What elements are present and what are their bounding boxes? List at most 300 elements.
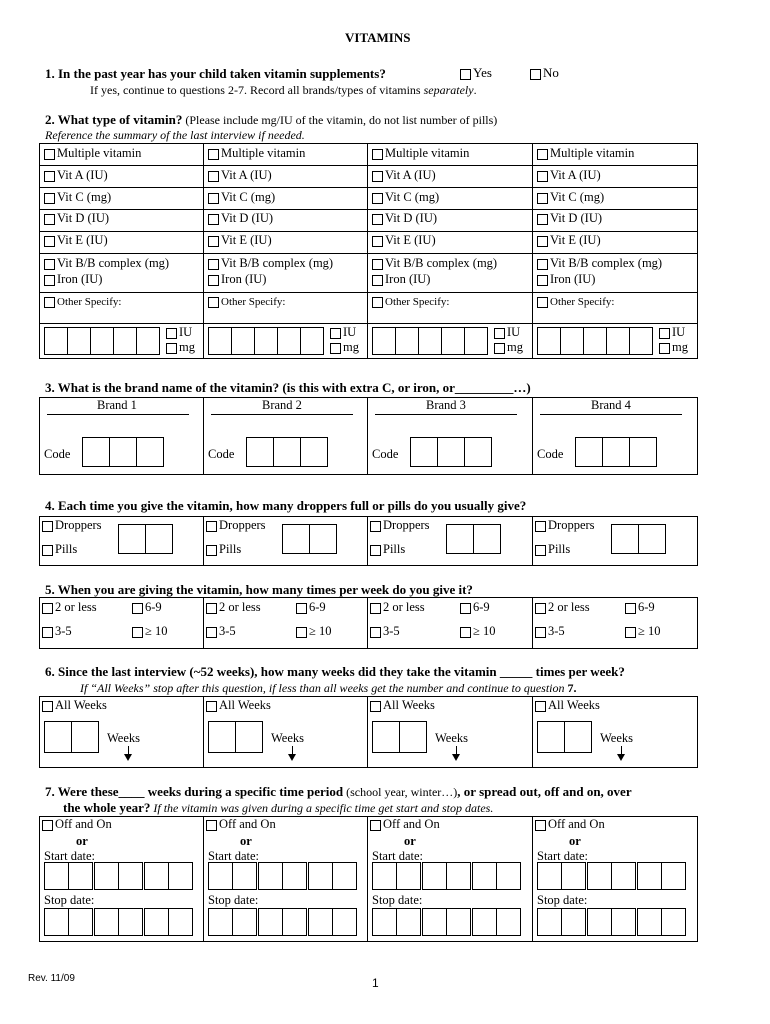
droppers-option[interactable]: Droppers xyxy=(206,518,266,533)
entry-box[interactable] xyxy=(372,327,395,355)
checkbox-icon[interactable] xyxy=(372,297,383,308)
off-and-on-option[interactable]: Off and On xyxy=(370,817,440,832)
checkbox-icon[interactable] xyxy=(535,820,546,831)
checkbox-icon[interactable] xyxy=(296,627,307,638)
checkbox-icon[interactable] xyxy=(44,236,55,247)
page-number: 1 xyxy=(372,976,379,990)
checkbox-icon[interactable] xyxy=(208,193,219,204)
checkbox-icon[interactable] xyxy=(206,627,217,638)
entry-box[interactable] xyxy=(282,908,307,936)
start-year-boxes[interactable] xyxy=(308,862,357,890)
entry-box[interactable] xyxy=(94,908,118,936)
entry-box[interactable] xyxy=(437,437,464,467)
grid-line xyxy=(203,143,204,358)
q3-question: 3. What is the brand name of the vitamin? (is this with extra C, or iron, or_________…) xyxy=(45,380,531,395)
count-entry-boxes[interactable] xyxy=(282,524,337,554)
multiple-vitamin-option[interactable]: Multiple vitamin xyxy=(537,146,634,161)
entry-box[interactable] xyxy=(629,327,653,355)
three-to-five-option[interactable]: 3-5 xyxy=(370,624,400,639)
checkbox-icon[interactable] xyxy=(370,701,381,712)
q1-no-option[interactable]: No xyxy=(530,65,559,81)
stop-month-boxes[interactable] xyxy=(44,908,93,936)
weeks-entry-boxes[interactable] xyxy=(44,721,99,753)
entry-box[interactable] xyxy=(68,862,93,890)
checkbox-icon[interactable] xyxy=(42,627,53,638)
checkbox-icon[interactable] xyxy=(370,820,381,831)
entry-box[interactable] xyxy=(309,524,337,554)
entry-box[interactable] xyxy=(82,437,109,467)
entry-box[interactable] xyxy=(472,862,496,890)
checkbox-icon[interactable] xyxy=(42,701,53,712)
checkbox-icon[interactable] xyxy=(370,545,381,556)
checkbox-icon[interactable] xyxy=(370,627,381,638)
entry-box[interactable] xyxy=(537,908,561,936)
entry-box[interactable] xyxy=(560,327,583,355)
grid-line xyxy=(39,565,698,566)
entry-box[interactable] xyxy=(273,437,300,467)
checkbox-icon[interactable] xyxy=(44,193,55,204)
vit-a-option[interactable]: Vit A (IU) xyxy=(208,168,272,183)
checkbox-icon[interactable] xyxy=(535,627,546,638)
stop-month-boxes[interactable] xyxy=(208,908,257,936)
vit-b-option[interactable]: Vit B/B complex (mg) xyxy=(537,256,662,271)
entry-box[interactable] xyxy=(235,721,263,753)
checkbox-icon[interactable] xyxy=(535,521,546,532)
all-weeks-option[interactable]: All Weeks xyxy=(42,698,107,713)
checkbox-icon[interactable] xyxy=(535,603,546,614)
checkbox-icon[interactable] xyxy=(206,603,217,614)
entry-box[interactable] xyxy=(537,721,564,753)
entry-box[interactable] xyxy=(422,908,446,936)
code-entry-boxes[interactable] xyxy=(82,437,164,467)
other-specify-option[interactable]: Other Specify: xyxy=(372,296,449,308)
entry-box[interactable] xyxy=(254,327,277,355)
checkbox-icon[interactable] xyxy=(530,69,541,80)
start-day-boxes[interactable] xyxy=(94,862,143,890)
brand-name-line[interactable] xyxy=(375,414,517,415)
checkbox-icon[interactable] xyxy=(42,545,53,556)
stop-month-boxes[interactable] xyxy=(372,908,421,936)
other-specify-option[interactable]: Other Specify: xyxy=(208,296,285,308)
vit-e-option[interactable]: Vit E (IU) xyxy=(208,233,272,248)
off-and-on-option[interactable]: Off and On xyxy=(42,817,112,832)
entry-box[interactable] xyxy=(446,908,471,936)
three-to-five-option[interactable]: 3-5 xyxy=(535,624,565,639)
stop-year-boxes[interactable] xyxy=(637,908,686,936)
entry-box[interactable] xyxy=(136,437,164,467)
entry-box[interactable] xyxy=(208,862,232,890)
checkbox-icon[interactable] xyxy=(208,275,219,286)
entry-box[interactable] xyxy=(208,721,235,753)
entry-box[interactable] xyxy=(410,437,437,467)
weeks-entry-boxes[interactable] xyxy=(372,721,427,753)
checkbox-icon[interactable] xyxy=(537,297,548,308)
stop-year-boxes[interactable] xyxy=(144,908,193,936)
checkbox-icon[interactable] xyxy=(206,545,217,556)
entry-box[interactable] xyxy=(68,908,93,936)
start-day-boxes[interactable] xyxy=(258,862,307,890)
checkbox-icon[interactable] xyxy=(330,328,341,339)
stop-day-boxes[interactable] xyxy=(258,908,307,936)
entry-box[interactable] xyxy=(473,524,501,554)
checkbox-icon[interactable] xyxy=(44,259,55,270)
entry-box[interactable] xyxy=(282,862,307,890)
six-to-nine-option[interactable]: 6-9 xyxy=(296,600,326,615)
vit-b-option[interactable]: Vit B/B complex (mg) xyxy=(208,256,333,271)
checkbox-icon[interactable] xyxy=(132,627,143,638)
stop-day-boxes[interactable] xyxy=(422,908,471,936)
amount-entry-boxes[interactable] xyxy=(208,327,324,355)
checkbox-icon[interactable] xyxy=(208,259,219,270)
checkbox-icon[interactable] xyxy=(494,343,505,354)
iron-option[interactable]: Iron (IU) xyxy=(372,272,430,287)
entry-box[interactable] xyxy=(90,327,113,355)
entry-box[interactable] xyxy=(118,862,143,890)
checkbox-icon[interactable] xyxy=(44,275,55,286)
or-label: or xyxy=(569,834,581,848)
checkbox-icon[interactable] xyxy=(42,521,53,532)
entry-box[interactable] xyxy=(561,862,586,890)
six-to-nine-option[interactable]: 6-9 xyxy=(132,600,162,615)
entry-box[interactable] xyxy=(496,862,521,890)
checkbox-icon[interactable] xyxy=(625,627,636,638)
count-entry-boxes[interactable] xyxy=(446,524,501,554)
entry-box[interactable] xyxy=(399,721,427,753)
multiple-vitamin-option[interactable]: Multiple vitamin xyxy=(208,146,305,161)
iron-option[interactable]: Iron (IU) xyxy=(208,272,266,287)
entry-box[interactable] xyxy=(372,908,396,936)
entry-box[interactable] xyxy=(44,908,68,936)
entry-box[interactable] xyxy=(258,862,282,890)
stop-day-boxes[interactable] xyxy=(94,908,143,936)
vit-d-option[interactable]: Vit D (IU) xyxy=(537,211,602,226)
entry-box[interactable] xyxy=(637,908,661,936)
start-month-boxes[interactable] xyxy=(208,862,257,890)
ten-or-more-option[interactable]: ≥ 10 xyxy=(296,624,332,639)
entry-box[interactable] xyxy=(232,908,257,936)
two-or-less-option[interactable]: 2 or less xyxy=(370,600,425,615)
checkbox-icon[interactable] xyxy=(537,214,548,225)
entry-box[interactable] xyxy=(332,862,357,890)
all-weeks-option[interactable]: All Weeks xyxy=(206,698,271,713)
droppers-option[interactable]: Droppers xyxy=(370,518,430,533)
entry-box[interactable] xyxy=(208,908,232,936)
entry-box[interactable] xyxy=(145,524,173,554)
entry-box[interactable] xyxy=(44,862,68,890)
checkbox-icon[interactable] xyxy=(44,171,55,182)
entry-box[interactable] xyxy=(446,862,471,890)
stop-day-boxes[interactable] xyxy=(587,908,636,936)
stop-year-boxes[interactable] xyxy=(308,908,357,936)
stop-year-boxes[interactable] xyxy=(472,908,521,936)
vit-a-option[interactable]: Vit A (IU) xyxy=(372,168,436,183)
entry-box[interactable] xyxy=(418,327,441,355)
entry-box[interactable] xyxy=(661,862,686,890)
code-entry-boxes[interactable] xyxy=(410,437,492,467)
grid-line xyxy=(39,696,698,697)
entry-box[interactable] xyxy=(208,327,231,355)
entry-box[interactable] xyxy=(537,327,560,355)
vit-d-option[interactable]: Vit D (IU) xyxy=(44,211,109,226)
entry-box[interactable] xyxy=(638,524,666,554)
mg-option[interactable]: mg xyxy=(330,340,359,355)
checkbox-icon[interactable] xyxy=(494,328,505,339)
start-month-boxes[interactable] xyxy=(44,862,93,890)
weeks-entry-boxes[interactable] xyxy=(208,721,263,753)
brand-name-line[interactable] xyxy=(211,414,353,415)
entry-box[interactable] xyxy=(300,327,324,355)
entry-box[interactable] xyxy=(606,327,629,355)
entry-box[interactable] xyxy=(136,327,160,355)
checkbox-icon[interactable] xyxy=(372,149,383,160)
vit-e-option[interactable]: Vit E (IU) xyxy=(537,233,601,248)
entry-box[interactable] xyxy=(44,327,67,355)
vit-c-option[interactable]: Vit C (mg) xyxy=(372,190,439,205)
entry-box[interactable] xyxy=(168,862,193,890)
vit-c-option[interactable]: Vit C (mg) xyxy=(537,190,604,205)
q5-question: 5. When you are giving the vitamin, how many times per week do you give it? xyxy=(45,582,473,597)
checkbox-icon[interactable] xyxy=(460,627,471,638)
checkbox-icon[interactable] xyxy=(659,328,670,339)
checkbox-icon[interactable] xyxy=(208,214,219,225)
ten-or-more-option[interactable]: ≥ 10 xyxy=(132,624,168,639)
iron-option[interactable]: Iron (IU) xyxy=(44,272,102,287)
entry-box[interactable] xyxy=(629,437,657,467)
entry-box[interactable] xyxy=(94,862,118,890)
vit-b-option[interactable]: Vit B/B complex (mg) xyxy=(372,256,497,271)
entry-box[interactable] xyxy=(396,908,421,936)
grid-line xyxy=(39,816,40,941)
entry-box[interactable] xyxy=(564,721,592,753)
checkbox-icon[interactable] xyxy=(370,521,381,532)
vit-a-option[interactable]: Vit A (IU) xyxy=(537,168,601,183)
six-to-nine-option[interactable]: 6-9 xyxy=(460,600,490,615)
weeks-label: Weeks xyxy=(435,731,469,745)
entry-box[interactable] xyxy=(611,862,636,890)
checkbox-icon[interactable] xyxy=(208,236,219,247)
ten-or-more-option[interactable]: ≥ 10 xyxy=(460,624,496,639)
entry-box[interactable] xyxy=(561,908,586,936)
start-day-boxes[interactable] xyxy=(422,862,471,890)
checkbox-icon[interactable] xyxy=(372,171,383,182)
checkbox-icon[interactable] xyxy=(535,701,546,712)
entry-box[interactable] xyxy=(246,437,273,467)
multiple-vitamin-option[interactable]: Multiple vitamin xyxy=(44,146,141,161)
start-month-boxes[interactable] xyxy=(537,862,586,890)
entry-box[interactable] xyxy=(611,908,636,936)
droppers-option[interactable]: Droppers xyxy=(42,518,102,533)
entry-box[interactable] xyxy=(395,327,418,355)
checkbox-icon[interactable] xyxy=(370,603,381,614)
entry-box[interactable] xyxy=(661,908,686,936)
entry-box[interactable] xyxy=(113,327,136,355)
stop-month-boxes[interactable] xyxy=(537,908,586,936)
amount-entry-boxes[interactable] xyxy=(372,327,488,355)
checkbox-icon[interactable] xyxy=(166,328,177,339)
q7-question-line2: the whole year? If the vitamin was given during a specific time get start and stop dates. xyxy=(63,800,494,815)
checkbox-icon[interactable] xyxy=(372,193,383,204)
pills-option[interactable]: Pills xyxy=(206,542,241,557)
checkbox-icon[interactable] xyxy=(460,69,471,80)
other-specify-option[interactable]: Other Specify: xyxy=(44,296,121,308)
entry-box[interactable] xyxy=(396,862,421,890)
code-entry-boxes[interactable] xyxy=(246,437,328,467)
pills-option[interactable]: Pills xyxy=(42,542,77,557)
entry-box[interactable] xyxy=(118,908,143,936)
entry-box[interactable] xyxy=(109,437,136,467)
entry-box[interactable] xyxy=(232,862,257,890)
entry-box[interactable] xyxy=(441,327,464,355)
count-entry-boxes[interactable] xyxy=(611,524,666,554)
code-entry-boxes[interactable] xyxy=(575,437,657,467)
entry-box[interactable] xyxy=(332,908,357,936)
checkbox-icon[interactable] xyxy=(44,214,55,225)
start-month-boxes[interactable] xyxy=(372,862,421,890)
entry-box[interactable] xyxy=(587,908,611,936)
q1-yes-option[interactable]: Yes xyxy=(460,65,492,81)
all-weeks-option[interactable]: All Weeks xyxy=(535,698,600,713)
grid-line xyxy=(39,397,40,474)
start-day-boxes[interactable] xyxy=(587,862,636,890)
multiple-vitamin-option[interactable]: Multiple vitamin xyxy=(372,146,469,161)
six-to-nine-option[interactable]: 6-9 xyxy=(625,600,655,615)
entry-box[interactable] xyxy=(71,721,99,753)
checkbox-icon[interactable] xyxy=(42,603,53,614)
iu-option[interactable]: IU xyxy=(659,325,685,340)
entry-box[interactable] xyxy=(537,862,561,890)
count-entry-boxes[interactable] xyxy=(118,524,173,554)
droppers-option[interactable]: Droppers xyxy=(535,518,595,533)
start-year-boxes[interactable] xyxy=(144,862,193,890)
entry-box[interactable] xyxy=(372,862,396,890)
two-or-less-option[interactable]: 2 or less xyxy=(206,600,261,615)
off-and-on-option[interactable]: Off and On xyxy=(535,817,605,832)
vit-c-option[interactable]: Vit C (mg) xyxy=(44,190,111,205)
entry-box[interactable] xyxy=(602,437,629,467)
entry-box[interactable] xyxy=(496,908,521,936)
checkbox-icon[interactable] xyxy=(659,343,670,354)
vit-d-option[interactable]: Vit D (IU) xyxy=(372,211,437,226)
pills-option[interactable]: Pills xyxy=(535,542,570,557)
checkbox-icon[interactable] xyxy=(206,701,217,712)
checkbox-icon[interactable] xyxy=(208,149,219,160)
checkbox-icon[interactable] xyxy=(537,236,548,247)
entry-box[interactable] xyxy=(464,327,488,355)
weeks-entry-boxes[interactable] xyxy=(537,721,592,753)
checkbox-icon[interactable] xyxy=(537,259,548,270)
checkbox-icon[interactable] xyxy=(372,236,383,247)
three-to-five-option[interactable]: 3-5 xyxy=(42,624,72,639)
entry-box[interactable] xyxy=(67,327,90,355)
vit-e-option[interactable]: Vit E (IU) xyxy=(372,233,436,248)
off-and-on-option[interactable]: Off and On xyxy=(206,817,276,832)
mg-option[interactable]: mg xyxy=(494,340,523,355)
vit-b-option[interactable]: Vit B/B complex (mg) xyxy=(44,256,169,271)
checkbox-icon[interactable] xyxy=(44,149,55,160)
checkbox-icon[interactable] xyxy=(208,171,219,182)
entry-box[interactable] xyxy=(422,862,446,890)
checkbox-icon[interactable] xyxy=(372,275,383,286)
checkbox-icon[interactable] xyxy=(372,259,383,270)
checkbox-icon[interactable] xyxy=(537,149,548,160)
ten-or-more-option[interactable]: ≥ 10 xyxy=(625,624,661,639)
checkbox-icon[interactable] xyxy=(537,171,548,182)
other-specify-option[interactable]: Other Specify: xyxy=(537,296,614,308)
q1-note: If yes, continue to questions 2-7. Record all brands/types of vitamins separately. xyxy=(90,83,477,97)
pills-option[interactable]: Pills xyxy=(370,542,405,557)
checkbox-icon[interactable] xyxy=(132,603,143,614)
vit-e-option[interactable]: Vit E (IU) xyxy=(44,233,108,248)
checkbox-icon[interactable] xyxy=(330,343,341,354)
entry-box[interactable] xyxy=(144,862,168,890)
entry-box[interactable] xyxy=(583,327,606,355)
checkbox-icon[interactable] xyxy=(460,603,471,614)
checkbox-icon[interactable] xyxy=(206,521,217,532)
entry-box[interactable] xyxy=(308,908,332,936)
checkbox-icon[interactable] xyxy=(535,545,546,556)
mg-option[interactable]: mg xyxy=(166,340,195,355)
entry-box[interactable] xyxy=(282,524,309,554)
iu-option[interactable]: IU xyxy=(494,325,520,340)
entry-box[interactable] xyxy=(575,437,602,467)
checkbox-icon[interactable] xyxy=(537,275,548,286)
two-or-less-option[interactable]: 2 or less xyxy=(535,600,590,615)
two-or-less-option[interactable]: 2 or less xyxy=(42,600,97,615)
checkbox-icon[interactable] xyxy=(206,820,217,831)
entry-box[interactable] xyxy=(277,327,300,355)
entry-box[interactable] xyxy=(637,862,661,890)
mg-option[interactable]: mg xyxy=(659,340,688,355)
iu-option[interactable]: IU xyxy=(166,325,192,340)
checkbox-icon[interactable] xyxy=(296,603,307,614)
vit-a-option[interactable]: Vit A (IU) xyxy=(44,168,108,183)
entry-box[interactable] xyxy=(464,437,492,467)
start-year-boxes[interactable] xyxy=(637,862,686,890)
checkbox-icon[interactable] xyxy=(625,603,636,614)
brand-name-line[interactable] xyxy=(540,414,682,415)
checkbox-icon[interactable] xyxy=(44,297,55,308)
three-to-five-option[interactable]: 3-5 xyxy=(206,624,236,639)
amount-entry-boxes[interactable] xyxy=(44,327,160,355)
all-weeks-option[interactable]: All Weeks xyxy=(370,698,435,713)
checkbox-icon[interactable] xyxy=(166,343,177,354)
amount-entry-boxes[interactable] xyxy=(537,327,653,355)
entry-box[interactable] xyxy=(472,908,496,936)
entry-box[interactable] xyxy=(300,437,328,467)
checkbox-icon[interactable] xyxy=(372,214,383,225)
entry-box[interactable] xyxy=(118,524,145,554)
vit-d-option[interactable]: Vit D (IU) xyxy=(208,211,273,226)
entry-box[interactable] xyxy=(611,524,638,554)
iron-option[interactable]: Iron (IU) xyxy=(537,272,595,287)
checkbox-icon[interactable] xyxy=(208,297,219,308)
entry-box[interactable] xyxy=(372,721,399,753)
entry-box[interactable] xyxy=(258,908,282,936)
brand-name-line[interactable] xyxy=(47,414,189,415)
vit-c-option[interactable]: Vit C (mg) xyxy=(208,190,275,205)
entry-box[interactable] xyxy=(44,721,71,753)
checkbox-icon[interactable] xyxy=(537,193,548,204)
checkbox-icon[interactable] xyxy=(42,820,53,831)
entry-box[interactable] xyxy=(168,908,193,936)
start-year-boxes[interactable] xyxy=(472,862,521,890)
entry-box[interactable] xyxy=(446,524,473,554)
iu-option[interactable]: IU xyxy=(330,325,356,340)
entry-box[interactable] xyxy=(144,908,168,936)
entry-box[interactable] xyxy=(231,327,254,355)
entry-box[interactable] xyxy=(587,862,611,890)
entry-box[interactable] xyxy=(308,862,332,890)
